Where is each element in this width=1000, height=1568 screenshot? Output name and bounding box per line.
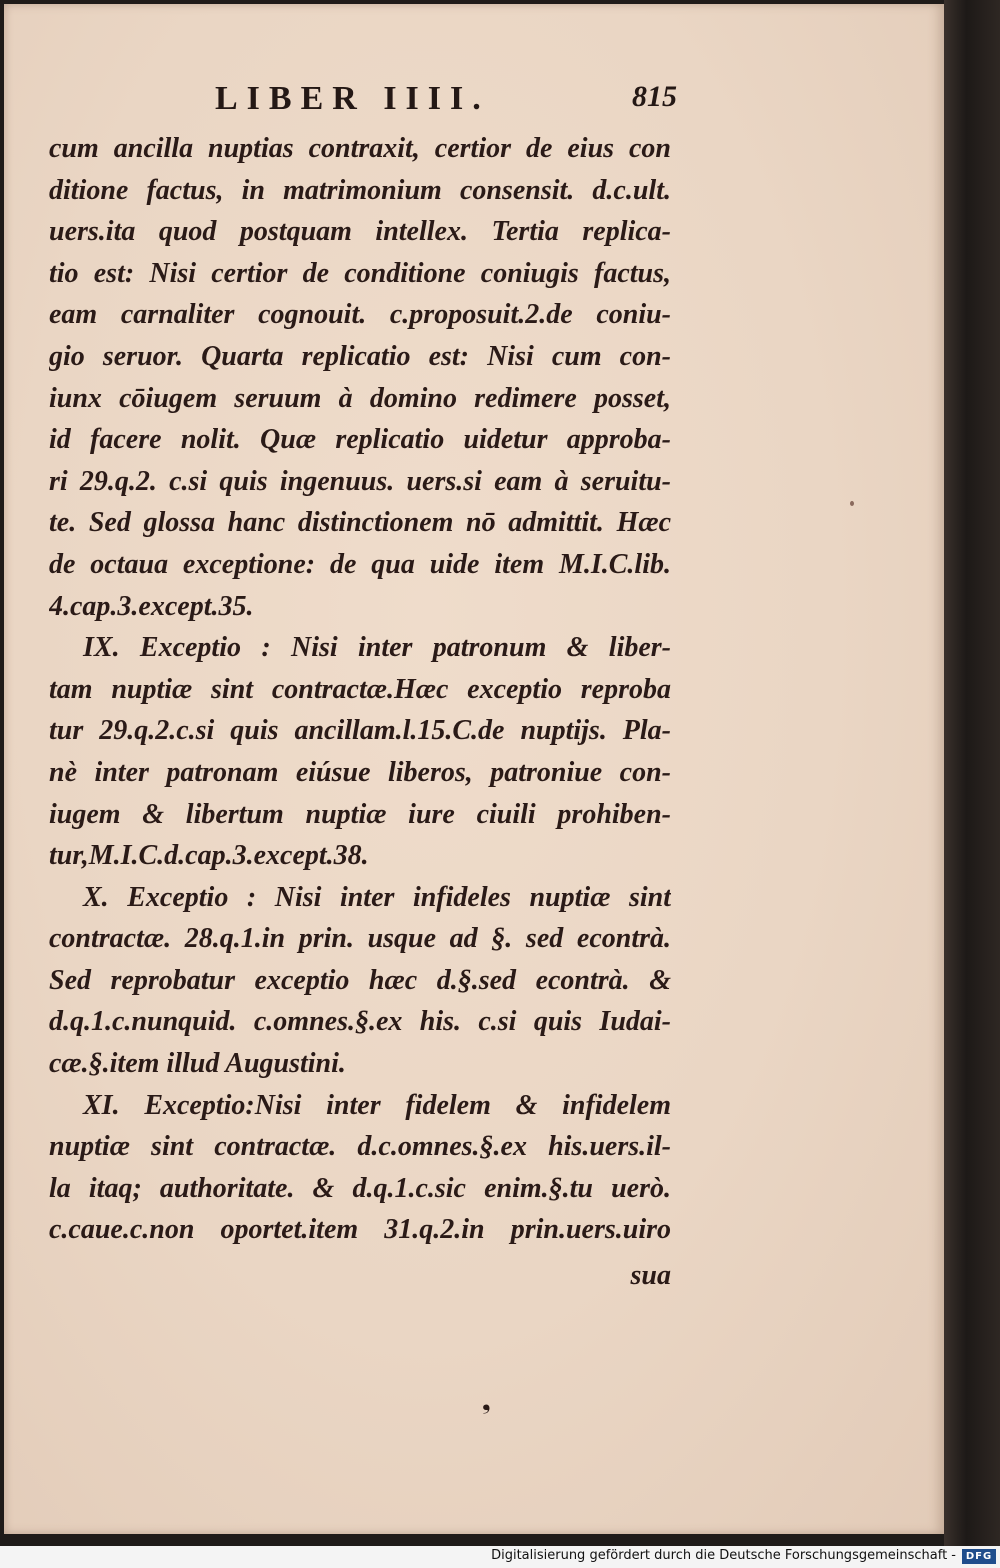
footer-bar	[0, 1546, 1000, 1568]
text-line: cæ.§.item illud Augustini.	[49, 1048, 346, 1080]
text-line: X. Exceptio : Nisi inter infideles nuptiæ sint	[83, 881, 671, 913]
page-edge	[944, 0, 1000, 1546]
text-line: de octaua exceptione: de qua uide item M.I.C.lib.	[49, 548, 671, 580]
text-line: contractæ. 28.q.1.in prin. usque ad §. sed econtrà.	[49, 923, 671, 955]
ornament-mark: ❟	[482, 1389, 491, 1414]
text-line: gio seruor. Quarta replicatio est: Nisi cum con-	[49, 340, 671, 372]
text-line: uers.ita quod postquam intellex. Tertia replica-	[49, 216, 671, 248]
text-line: cum ancilla nuptias contraxit, certior de eius con	[49, 133, 671, 164]
footer-credit-text: Digitalisierung gefördert durch die Deutsche Forschungsgemeinschaft -	[491, 1548, 956, 1563]
text-block	[49, 128, 671, 1308]
text-line: te. Sed glossa hanc distinctionem nō admittit. Hæc	[49, 507, 671, 539]
text-line: 4.cap.3.except.35.	[49, 590, 254, 622]
text-line: IX. Exceptio : Nisi inter patronum & liber-	[83, 632, 671, 664]
text-line: la itaq; authoritate. & d.q.1.c.sic enim.§.tu uerò.	[49, 1172, 671, 1204]
text-line: tur,M.I.C.d.cap.3.except.38.	[49, 840, 369, 872]
text-line: iunx cōiugem seruum à domino redimere posset,	[49, 382, 671, 414]
text-line: tam nuptiæ sint contractæ.Hæc exceptio reproba	[49, 673, 671, 705]
text-line: XI. Exceptio:Nisi inter fidelem & infidelem	[83, 1089, 671, 1121]
running-head	[211, 80, 677, 120]
catchword: sua	[630, 1260, 671, 1292]
folio-number: 815	[632, 80, 677, 113]
text-line: tur 29.q.2.c.si quis ancillam.l.15.C.de nuptijs. Pla-	[49, 715, 671, 747]
text-line: eam carnaliter cognouit. c.proposuit.2.de coniu-	[49, 299, 671, 331]
text-line: ri 29.q.2. c.si quis ingenuus. uers.si eam à seruitu-	[49, 465, 671, 497]
text-line: ditione factus, in matrimonium consensit. d.c.ult.	[49, 174, 671, 206]
book-page	[4, 4, 944, 1534]
text-line: nuptiæ sint contractæ. d.c.omnes.§.ex his.uers.il-	[49, 1131, 671, 1163]
text-line: iugem & libertum nuptiæ iure ciuili prohiben-	[49, 798, 671, 830]
text-line: Sed reprobatur exceptio hæc d.§.sed econtrà. &	[49, 964, 671, 996]
text-line: d.q.1.c.nunquid. c.omnes.§.ex his. c.si quis Iudai-	[49, 1006, 671, 1038]
paper-speck	[850, 501, 854, 506]
text-line: tio est: Nisi certior de conditione coniugis factus,	[49, 257, 671, 289]
running-title: LIBER IIII.	[215, 80, 490, 117]
text-line: c.caue.c.non oportet.item 31.q.2.in prin.uers.uiro	[49, 1214, 671, 1246]
dfg-logo-icon: DFG	[962, 1549, 996, 1564]
text-line: nè inter patronam eiúsue liberos, patroniue con-	[49, 756, 671, 788]
text-line: id facere nolit. Quæ replicatio uidetur approba-	[49, 424, 671, 456]
